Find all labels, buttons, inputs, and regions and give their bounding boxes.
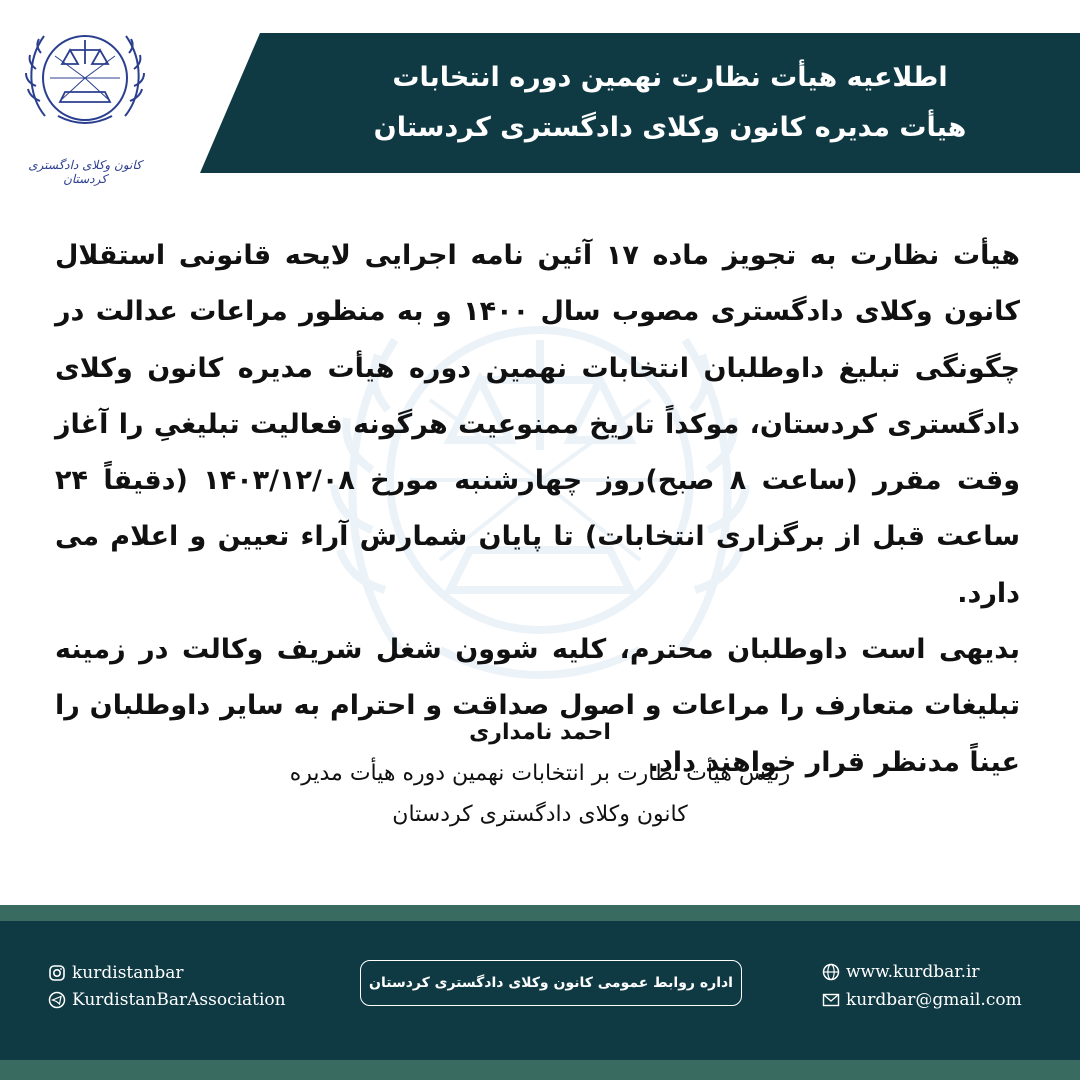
body-paragraph-2: بدیهی است داوطلبان محترم، کلیه شوون شغل شریف وکالت در زمینه تبلیغات متعارف را مراعات و اصول صداقت و احترام به سایر داوطلبان را عیناً مدنظر قرار خواهند داد. <box>55 634 1020 778</box>
website-url: www.kurdbar.ir <box>846 962 980 982</box>
telegram-handle: KurdistanBarAssociation <box>72 990 286 1010</box>
globe-icon <box>822 963 840 981</box>
website-link[interactable] <box>822 962 980 982</box>
email-link[interactable] <box>822 990 1022 1010</box>
footer-bottom-stripe <box>0 1060 1080 1080</box>
public-relations-label <box>360 960 742 1006</box>
header-title-line2: هیأت مدیره کانون وکلای دادگستری کردستان <box>373 112 967 143</box>
instagram-handle: kurdistanbar <box>72 963 184 983</box>
email-address: kurdbar@gmail.com <box>846 990 1022 1010</box>
signatory-name: احمد نامداری <box>469 720 611 745</box>
header-title-line1: اطلاعیه هیأت نظارت نهمین دوره انتخابات <box>392 62 948 93</box>
header-title <box>260 33 1080 173</box>
footer-top-stripe <box>0 905 1080 921</box>
signatory-title-line2: کانون وکلای دادگستری کردستان <box>392 802 688 827</box>
telegram-link[interactable] <box>48 990 286 1010</box>
telegram-icon <box>48 991 66 1009</box>
instagram-link[interactable] <box>48 963 183 983</box>
instagram-icon <box>48 964 66 982</box>
logo-caption: کانون وکلای دادگستری کردستان <box>28 158 142 186</box>
signature-block <box>220 712 860 835</box>
body-paragraph-1: هیأت نظارت به تجویز ماده ۱۷ آئین نامه اجرایی لایحه قانونی استقلال کانون وکلای دادگستری مصوب سال ۱۴۰۰ و به منظور مراعات عدالت در چگونگی تبلیغ داوطلبان انتخابات نهمین دوره هیأت مدیره کانون وکلای دادگستری کردستان، موکداً تاریخ ممنوعیت هرگونه فعالیت تبلیغیِ را آغاز وقت مقرر (ساعت ۸ صبح)روز چهارشنبه مورخ ۱۴۰۳/۱۲/۰۸ (دقیقاً ۲۴ ساعت قبل از برگزاری انتخابات) تا پایان شمارش آراء تعیین و اعلام می دارد. <box>55 240 1020 609</box>
public-relations-text: اداره روابط عمومی کانون وکلای دادگستری کردستان <box>369 975 733 991</box>
mail-icon <box>822 991 840 1009</box>
announcement-body <box>55 228 1020 791</box>
signatory-title-line1: رئیس هیأت نظارت بر انتخابات نهمین دوره هیأت مدیره <box>289 761 791 786</box>
logo-emblem-icon <box>10 6 160 156</box>
